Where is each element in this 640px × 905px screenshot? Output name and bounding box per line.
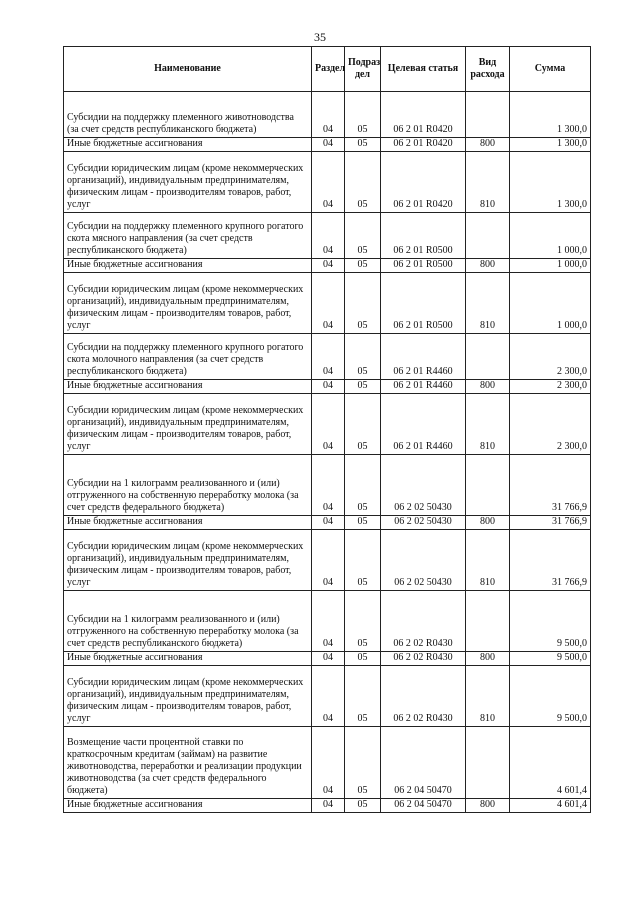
cell-expense-type xyxy=(466,591,510,652)
cell-name: Иные бюджетные ассигнования xyxy=(64,516,312,530)
table-row xyxy=(64,259,591,273)
cell-subsection: 05 xyxy=(345,799,381,813)
cell-sum: 1 300,0 xyxy=(510,138,591,152)
table-row xyxy=(64,591,591,652)
cell-expense-type xyxy=(466,455,510,516)
cell-name: Субсидии юридическим лицам (кроме некоммерческих организаций), индивидуальным предпринимателям, физическим лицам - производителям товаров, работ, услуг xyxy=(64,530,312,591)
cell-name: Субсидии на 1 килограмм реализованного и (или) отгруженного на собственную переработку молока (за счет средств федерального бюджета) xyxy=(64,455,312,516)
cell-name: Субсидии на поддержку племенного животноводства (за счет средств республиканского бюджета) xyxy=(64,92,312,138)
header-section: Раздел xyxy=(312,47,345,92)
table-row xyxy=(64,530,591,591)
cell-section: 04 xyxy=(312,394,345,455)
cell-sum: 9 500,0 xyxy=(510,652,591,666)
cell-subsection: 05 xyxy=(345,380,381,394)
table-row xyxy=(64,92,591,138)
cell-sum: 4 601,4 xyxy=(510,727,591,799)
cell-name: Иные бюджетные ассигнования xyxy=(64,652,312,666)
cell-section: 04 xyxy=(312,727,345,799)
cell-expense-type xyxy=(466,334,510,380)
cell-expense-type: 800 xyxy=(466,259,510,273)
cell-expense-type: 800 xyxy=(466,380,510,394)
table-row xyxy=(64,138,591,152)
table-row xyxy=(64,394,591,455)
cell-subsection: 05 xyxy=(345,455,381,516)
table-row xyxy=(64,152,591,213)
cell-subsection: 05 xyxy=(345,273,381,334)
cell-target: 06 2 02 50430 xyxy=(381,530,466,591)
cell-expense-type: 810 xyxy=(466,152,510,213)
cell-sum: 4 601,4 xyxy=(510,799,591,813)
cell-target: 06 2 01 R0500 xyxy=(381,259,466,273)
cell-target: 06 2 01 R0420 xyxy=(381,152,466,213)
cell-name: Субсидии юридическим лицам (кроме некоммерческих организаций), индивидуальным предпринимателям, физическим лицам - производителям товаров, работ, услуг xyxy=(64,273,312,334)
cell-target: 06 2 04 50470 xyxy=(381,727,466,799)
cell-expense-type: 800 xyxy=(466,516,510,530)
cell-section: 04 xyxy=(312,138,345,152)
cell-sum: 1 000,0 xyxy=(510,273,591,334)
cell-sum: 2 300,0 xyxy=(510,394,591,455)
cell-sum: 31 766,9 xyxy=(510,516,591,530)
cell-name: Иные бюджетные ассигнования xyxy=(64,380,312,394)
cell-expense-type xyxy=(466,213,510,259)
header-name: Наименование xyxy=(64,47,312,92)
cell-section: 04 xyxy=(312,259,345,273)
budget-table xyxy=(63,46,591,813)
cell-name: Субсидии на 1 килограмм реализованного и (или) отгруженного на собственную переработку молока (за счет средств республиканского бюджета) xyxy=(64,591,312,652)
table-header-row xyxy=(64,47,591,92)
cell-subsection: 05 xyxy=(345,152,381,213)
header-expense-type: Вид расхода xyxy=(466,47,510,92)
table-row xyxy=(64,273,591,334)
cell-subsection: 05 xyxy=(345,394,381,455)
cell-expense-type xyxy=(466,92,510,138)
cell-sum: 1 300,0 xyxy=(510,152,591,213)
cell-name: Субсидии юридическим лицам (кроме некоммерческих организаций), индивидуальным предпринимателям, физическим лицам - производителям товаров, работ, услуг xyxy=(64,666,312,727)
cell-target: 06 2 02 R0430 xyxy=(381,666,466,727)
cell-section: 04 xyxy=(312,530,345,591)
cell-section: 04 xyxy=(312,652,345,666)
cell-subsection: 05 xyxy=(345,334,381,380)
page-number: 35 xyxy=(314,30,326,44)
cell-sum: 1 000,0 xyxy=(510,213,591,259)
table-row xyxy=(64,727,591,799)
cell-subsection: 05 xyxy=(345,666,381,727)
cell-sum: 9 500,0 xyxy=(510,666,591,727)
table-row xyxy=(64,380,591,394)
cell-name: Иные бюджетные ассигнования xyxy=(64,799,312,813)
cell-subsection: 05 xyxy=(345,530,381,591)
cell-subsection: 05 xyxy=(345,591,381,652)
cell-subsection: 05 xyxy=(345,727,381,799)
cell-sum: 1 300,0 xyxy=(510,92,591,138)
table-row xyxy=(64,455,591,516)
cell-section: 04 xyxy=(312,152,345,213)
cell-name: Субсидии юридическим лицам (кроме некоммерческих организаций), индивидуальным предпринимателям, физическим лицам - производителям товаров, работ, услуг xyxy=(64,394,312,455)
cell-target: 06 2 02 R0430 xyxy=(381,652,466,666)
cell-subsection: 05 xyxy=(345,213,381,259)
cell-name: Субсидии юридическим лицам (кроме некоммерческих организаций), индивидуальным предпринимателям, физическим лицам - производителям товаров, работ, услуг xyxy=(64,152,312,213)
cell-target: 06 2 02 50430 xyxy=(381,455,466,516)
cell-target: 06 2 02 R0430 xyxy=(381,591,466,652)
cell-sum: 2 300,0 xyxy=(510,334,591,380)
cell-section: 04 xyxy=(312,666,345,727)
cell-section: 04 xyxy=(312,380,345,394)
cell-subsection: 05 xyxy=(345,138,381,152)
cell-sum: 2 300,0 xyxy=(510,380,591,394)
header-subsection: Подраз дел xyxy=(345,47,381,92)
cell-subsection: 05 xyxy=(345,652,381,666)
cell-target: 06 2 01 R0500 xyxy=(381,213,466,259)
cell-sum: 1 000,0 xyxy=(510,259,591,273)
cell-section: 04 xyxy=(312,516,345,530)
cell-expense-type: 800 xyxy=(466,138,510,152)
cell-section: 04 xyxy=(312,273,345,334)
cell-name: Иные бюджетные ассигнования xyxy=(64,259,312,273)
cell-target: 06 2 01 R4460 xyxy=(381,394,466,455)
cell-expense-type: 810 xyxy=(466,394,510,455)
table-row xyxy=(64,213,591,259)
cell-expense-type: 800 xyxy=(466,799,510,813)
cell-expense-type: 810 xyxy=(466,273,510,334)
header-target: Целевая статья xyxy=(381,47,466,92)
cell-name: Возмещение части процентной ставки по краткосрочным кредитам (займам) на развитие животноводства, переработки и реализации продукции животноводства (за счет средств федерального бюджета) xyxy=(64,727,312,799)
cell-target: 06 2 04 50470 xyxy=(381,799,466,813)
cell-section: 04 xyxy=(312,591,345,652)
header-sum: Сумма xyxy=(510,47,591,92)
table-row xyxy=(64,666,591,727)
cell-section: 04 xyxy=(312,455,345,516)
cell-name: Субсидии на поддержку племенного крупного рогатого скота молочного направления (за счет средств республиканского бюджета) xyxy=(64,334,312,380)
cell-section: 04 xyxy=(312,92,345,138)
table-body xyxy=(64,92,591,813)
cell-section: 04 xyxy=(312,213,345,259)
cell-subsection: 05 xyxy=(345,92,381,138)
cell-section: 04 xyxy=(312,799,345,813)
table-row xyxy=(64,516,591,530)
cell-target: 06 2 01 R0500 xyxy=(381,273,466,334)
cell-subsection: 05 xyxy=(345,259,381,273)
cell-expense-type: 800 xyxy=(466,652,510,666)
cell-target: 06 2 01 R4460 xyxy=(381,380,466,394)
cell-sum: 31 766,9 xyxy=(510,530,591,591)
cell-subsection: 05 xyxy=(345,516,381,530)
cell-sum: 9 500,0 xyxy=(510,591,591,652)
table-row xyxy=(64,334,591,380)
cell-sum: 31 766,9 xyxy=(510,455,591,516)
cell-expense-type xyxy=(466,727,510,799)
cell-target: 06 2 01 R0420 xyxy=(381,92,466,138)
table-row xyxy=(64,799,591,813)
table-row xyxy=(64,652,591,666)
cell-expense-type: 810 xyxy=(466,666,510,727)
cell-section: 04 xyxy=(312,334,345,380)
cell-name: Иные бюджетные ассигнования xyxy=(64,138,312,152)
cell-target: 06 2 01 R4460 xyxy=(381,334,466,380)
cell-expense-type: 810 xyxy=(466,530,510,591)
cell-name: Субсидии на поддержку племенного крупного рогатого скота мясного направления (за счет средств республиканского бюджета) xyxy=(64,213,312,259)
cell-target: 06 2 02 50430 xyxy=(381,516,466,530)
cell-target: 06 2 01 R0420 xyxy=(381,138,466,152)
